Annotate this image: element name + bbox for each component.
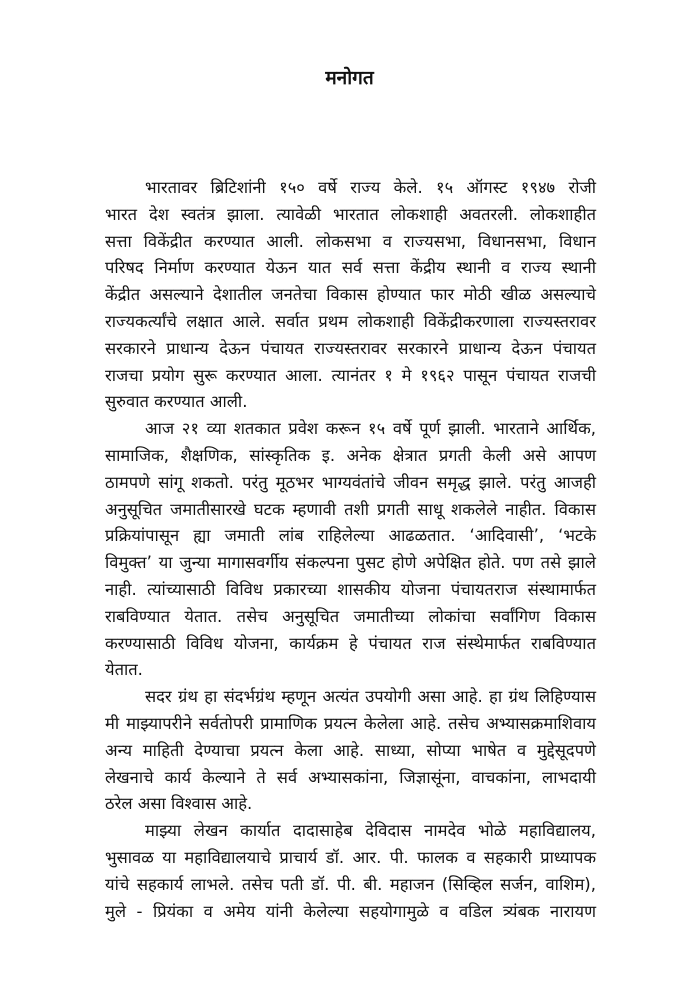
text-line: मी माझ्यापरीने सर्वतोपरी प्रामाणिक प्रयत्न केलेला आहे. तसेच अभ्यासक्रमाशिवाय <box>105 713 596 733</box>
text-line: राज्यकर्त्यांचे लक्षात आले. सर्वात प्रथम लोकशाही विकेंद्रीकरणाला राज्यस्तरावर <box>105 311 596 331</box>
paragraph <box>105 175 596 416</box>
text-line: सुरुवात करण्यात आली. <box>105 392 248 412</box>
text-line: येतात. <box>105 660 143 680</box>
text-line: भारत देश स्वतंत्र झाला. त्यावेळी भारतात लोकशाही अवतरली. लोकशाहीत <box>105 204 596 224</box>
paragraph <box>105 416 596 684</box>
text-line: केंद्रीत असल्याने देशातील जनतेचा विकास होण्यात फार मोठी खीळ असल्याचे <box>105 285 596 305</box>
text-line: यांचे सहकार्य लाभले. तसेच पती डॉ. पी. बी. महाजन (सिव्हिल सर्जन, वाशिम), <box>105 874 596 894</box>
text-line: परिषद निर्माण करण्यात येऊन यात सर्व सत्ता केंद्रीय स्थानी व राज्य स्थानी <box>105 258 596 278</box>
page-title: मनोगत <box>325 67 374 89</box>
text-line: विमुक्त’ या जुन्या मागासवर्गीय संकल्पना पुसट होणे अपेक्षित होते. पण तसे झाले <box>105 553 596 573</box>
text-line: अनुसूचित जमातीसारखे घटक म्हणावी तशी प्रगती साधू शकलेले नाहीत. विकास <box>105 499 596 519</box>
text-line: सदर ग्रंथ हा संदर्भग्रंथ म्हणून अत्यंत उपयोगी असा आहे. हा ग्रंथ लिहिण्यास <box>145 687 596 707</box>
text-line: सत्ता विकेंद्रीत करण्यात आली. लोकसभा व राज्यसभा, विधानसभा, विधान <box>105 231 596 251</box>
text-line: अन्य माहिती देण्याचा प्रयत्न केला आहे. साध्या, सोप्या भाषेत व मुद्देसूदपणे <box>105 740 596 760</box>
text-line: माझ्या लेखन कार्यात दादासाहेब देविदास नामदेव भोळे महाविद्यालय, <box>145 821 596 841</box>
paragraph <box>105 818 596 925</box>
text-line: सरकारने प्राधान्य देऊन पंचायत राज्यस्तरावर सरकारने प्राधान्य देऊन पंचायत <box>105 338 596 358</box>
text-line: सामाजिक, शैक्षणिक, सांस्कृतिक इ. अनेक क्षेत्रात प्रगती केली असे आपण <box>105 445 596 465</box>
text-line: राबविण्यात येतात. तसेच अनुसूचित जमातीच्या लोकांचा सर्वांगिण विकास <box>105 606 596 626</box>
paragraph <box>105 684 596 818</box>
text-line: प्रक्रियांपासून ह्या जमाती लांब राहिलेल्या आढळतात. ‘आदिवासी’, ‘भटके <box>105 526 596 546</box>
text-line: आज २१ व्या शतकात प्रवेश करून १५ वर्षे पूर्ण झाली. भारताने आर्थिक, <box>145 419 596 439</box>
text-line: लेखनाचे कार्य केल्याने ते सर्व अभ्यासकांना, जिज्ञासूंना, वाचकांना, लाभदायी <box>105 767 596 787</box>
text-line: भुसावळ या महाविद्यालयाचे प्राचार्य डॉ. आर. पी. फालक व सहकारी प्राध्यापक <box>105 847 596 867</box>
text-line: भारतावर ब्रिटिशांनी १५० वर्षे राज्य केले. १५ ऑगस्ट १९४७ रोजी <box>145 178 596 197</box>
text-line: राजचा प्रयोग सुरू करण्यात आला. त्यानंतर १ मे १९६२ पासून पंचायत राजची <box>105 365 596 385</box>
document-body <box>105 175 596 925</box>
text-line: ठामपणे सांगू शकतो. परंतु मूठभर भाग्यवंतांचे जीवन समृद्ध झाले. परंतु आजही <box>105 472 596 492</box>
text-line: करण्यासाठी विविध योजना, कार्यक्रम हे पंचायत राज संस्थेमार्फत राबविण्यात <box>105 633 596 653</box>
text-line: नाही. त्यांच्यासाठी विविध प्रकारच्या शासकीय योजना पंचायतराज संस्थामार्फत <box>105 579 596 599</box>
text-line: मुले - प्रियंका व अमेय यांनी केलेल्या सहयोगामुळे व वडिल त्र्यंबक नारायण <box>105 901 596 921</box>
text-line: ठरेल असा विश्वास आहे. <box>105 794 253 814</box>
